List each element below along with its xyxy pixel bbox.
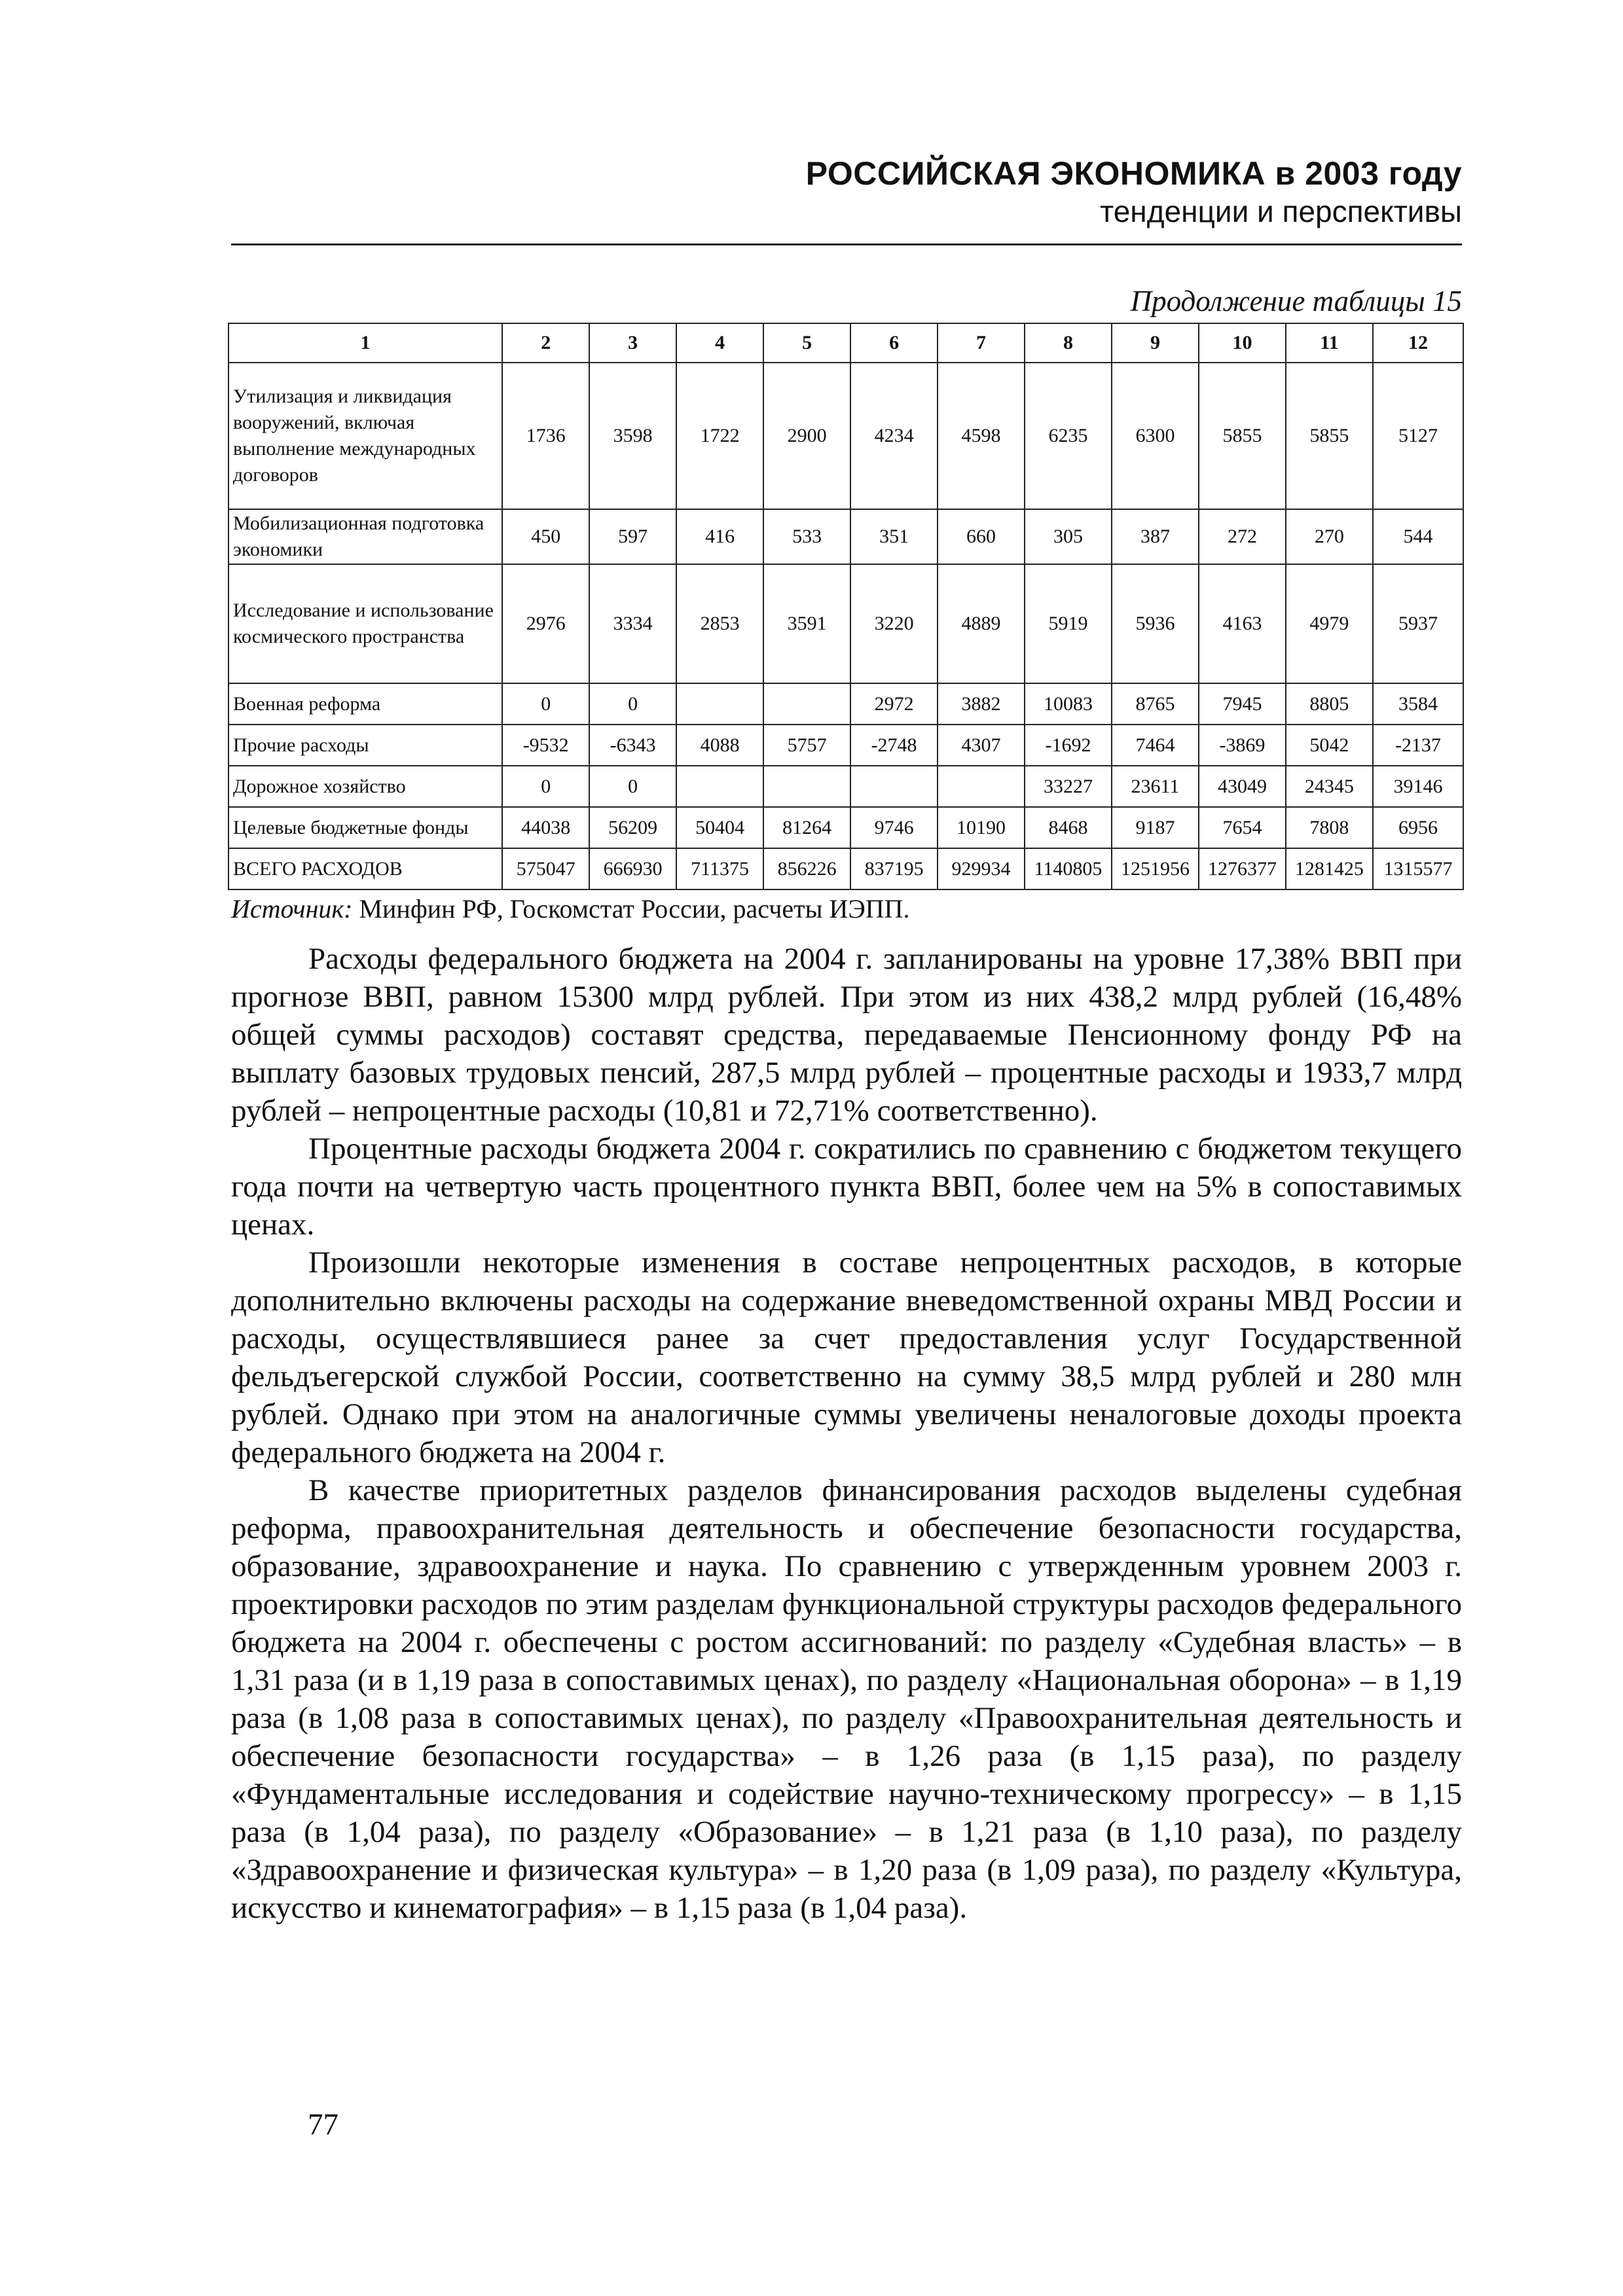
table-cell: 305 — [1025, 509, 1112, 564]
table-cell: 387 — [1112, 509, 1199, 564]
table-cell: 23611 — [1112, 766, 1199, 807]
row-label: Военная реформа — [228, 683, 502, 725]
table-cell: 5757 — [763, 725, 850, 766]
table-cell: 4234 — [850, 363, 938, 509]
row-label: Целевые бюджетные фонды — [228, 807, 502, 848]
table-cell: 270 — [1286, 509, 1373, 564]
table-cell: 1281425 — [1286, 848, 1373, 889]
table-row-total — [228, 848, 1463, 889]
table-cell: 5855 — [1286, 363, 1373, 509]
table-cell: 3334 — [589, 564, 676, 683]
table-cell: 711375 — [676, 848, 763, 889]
table-cell: 4163 — [1199, 564, 1286, 683]
row-label: Дорожное хозяйство — [228, 766, 502, 807]
column-header: 5 — [763, 323, 850, 363]
table-cell: 2976 — [502, 564, 589, 683]
header-subtitle: тенденции и перспективы — [1100, 194, 1462, 228]
table-cell: 3882 — [938, 683, 1025, 725]
row-label: Прочие расходы — [228, 725, 502, 766]
table-cell: 7464 — [1112, 725, 1199, 766]
table-cell: 1276377 — [1199, 848, 1286, 889]
table-cell: 5937 — [1373, 564, 1463, 683]
paragraph: Произошли некоторые изменения в составе непроцентных расходов, в которые дополнительно включены расходы на содержание вневедомственной охраны МВД России и расходы, осуществлявшиеся ранее за счет предоставления услуг Государственной фельдъегерской службой России, соответственно на сумму 38,5 млрд рублей и 280 млн рублей. Однако при этом на аналогичные суммы увеличены неналоговые доходы проекта федерального бюджета на 2004 г. — [231, 1246, 1462, 1469]
table-cell: 1251956 — [1112, 848, 1199, 889]
table-cell — [850, 766, 938, 807]
table-cell: -2137 — [1373, 725, 1463, 766]
table-cell: 351 — [850, 509, 938, 564]
table-cell: 8765 — [1112, 683, 1199, 725]
table-cell: 0 — [502, 766, 589, 807]
table-cell: -6343 — [589, 725, 676, 766]
header-rule — [231, 243, 1462, 245]
table-row — [228, 509, 1463, 564]
expenditure-table — [228, 323, 1464, 890]
column-header: 12 — [1373, 323, 1463, 363]
table-cell: -1692 — [1025, 725, 1112, 766]
column-header: 8 — [1025, 323, 1112, 363]
body-text — [231, 940, 1462, 1927]
table-row — [228, 766, 1463, 807]
table-cell: 8805 — [1286, 683, 1373, 725]
table-cell: 3220 — [850, 564, 938, 683]
table-cell: 3584 — [1373, 683, 1463, 725]
source-label: Источник: — [231, 894, 353, 924]
table-cell: 1736 — [502, 363, 589, 509]
table-cell: 5855 — [1199, 363, 1286, 509]
table-caption: Продолжение таблицы 15 — [1130, 285, 1462, 317]
column-header: 10 — [1199, 323, 1286, 363]
table-cell: 5127 — [1373, 363, 1463, 509]
table-cell: 1722 — [676, 363, 763, 509]
paragraph: Процентные расходы бюджета 2004 г. сократились по сравнению с бюджетом текущего года почти на четвертую часть процентного пункта ВВП, более чем на 5% в сопоставимых ценах. — [231, 1132, 1462, 1242]
table-cell — [676, 683, 763, 725]
table-cell: 2853 — [676, 564, 763, 683]
table-cell: 4889 — [938, 564, 1025, 683]
table-cell — [938, 766, 1025, 807]
table-cell: 7654 — [1199, 807, 1286, 848]
table-cell: 544 — [1373, 509, 1463, 564]
table-cell: 1140805 — [1025, 848, 1112, 889]
table-cell: -9532 — [502, 725, 589, 766]
table-cell: 8468 — [1025, 807, 1112, 848]
table-cell: 1315577 — [1373, 848, 1463, 889]
table-cell: 0 — [589, 766, 676, 807]
table-source — [231, 892, 1462, 926]
table-cell: 10190 — [938, 807, 1025, 848]
table-cell: 4598 — [938, 363, 1025, 509]
table-cell: 3591 — [763, 564, 850, 683]
column-header: 1 — [228, 323, 502, 363]
table-cell — [763, 683, 850, 725]
table-cell: 533 — [763, 509, 850, 564]
table-row — [228, 683, 1463, 725]
table-cell: 272 — [1199, 509, 1286, 564]
table-cell: 0 — [502, 683, 589, 725]
column-header: 7 — [938, 323, 1025, 363]
column-header: 2 — [502, 323, 589, 363]
column-header: 4 — [676, 323, 763, 363]
table-cell: 5919 — [1025, 564, 1112, 683]
source-text: Минфин РФ, Госкомстат России, расчеты ИЭПП. — [352, 894, 910, 924]
table-cell: 666930 — [589, 848, 676, 889]
table-cell — [763, 766, 850, 807]
table-cell: -2748 — [850, 725, 938, 766]
table-cell: 6300 — [1112, 363, 1199, 509]
table-row — [228, 363, 1463, 509]
table-cell: 39146 — [1373, 766, 1463, 807]
paragraph: В качестве приоритетных разделов финансирования расходов выделены судебная реформа, правоохранительная деятельность и обеспечение безопасности государства, образование, здравоохранение и наука. По сравнению с утвержденным уровнем 2003 г. проектировки расходов по этим разделам функциональной структуры расходов федерального бюджета на 2004 г. обеспечены с ростом ассигнований: по разделу «Судебная власть» – в 1,31 раза (и в 1,19 раза в сопоставимых ценах), по разделу «Национальная оборона» – в 1,19 раза (в 1,08 раза в сопоставимых ценах), по разделу «Правоохранительная деятельность и обеспечение безопасности государства» – в 1,26 раза (в 1,15 раза), по разделу «Фундаментальные исследования и содействие научно-техническому прогрессу» – в 1,15 раза (в 1,04 раза), по разделу «Образование» – в 1,21 раза (в 1,10 раза), по разделу «Здравоохранение и физическая культура» – в 1,20 раза (в 1,09 раза), по разделу «Культура, искусство и кинематография» – в 1,15 раза (в 1,04 раза). — [231, 1473, 1462, 1925]
table-cell: 50404 — [676, 807, 763, 848]
table-cell: 575047 — [502, 848, 589, 889]
table-cell: 416 — [676, 509, 763, 564]
table-cell: 837195 — [850, 848, 938, 889]
table-cell: 33227 — [1025, 766, 1112, 807]
table-row — [228, 807, 1463, 848]
row-label: ВСЕГО РАСХОДОВ — [228, 848, 502, 889]
row-label: Утилизация и ликвидация вооружений, включая выполнение международных договоров — [228, 363, 502, 509]
table-cell: 4307 — [938, 725, 1025, 766]
table-cell: 9187 — [1112, 807, 1199, 848]
table-cell: 4979 — [1286, 564, 1373, 683]
table-cell: 6956 — [1373, 807, 1463, 848]
page-number: 77 — [308, 2108, 338, 2142]
header-title: РОССИЙСКАЯ ЭКОНОМИКА в 2003 году — [805, 155, 1462, 192]
table-cell: 44038 — [502, 807, 589, 848]
table-cell: 5936 — [1112, 564, 1199, 683]
table-cell: 10083 — [1025, 683, 1112, 725]
table-header-row — [228, 323, 1463, 363]
running-header — [231, 154, 1462, 230]
table-cell: 7945 — [1199, 683, 1286, 725]
table-cell — [676, 766, 763, 807]
table-cell: 9746 — [850, 807, 938, 848]
table-cell: 3598 — [589, 363, 676, 509]
table-cell: 929934 — [938, 848, 1025, 889]
table-cell: 450 — [502, 509, 589, 564]
table-row — [228, 564, 1463, 683]
table-cell: 0 — [589, 683, 676, 725]
table-cell: 597 — [589, 509, 676, 564]
table-cell: 856226 — [763, 848, 850, 889]
table-cell: 4088 — [676, 725, 763, 766]
table-cell: 660 — [938, 509, 1025, 564]
table-cell: -3869 — [1199, 725, 1286, 766]
paragraph: Расходы федерального бюджета на 2004 г. запланированы на уровне 17,38% ВВП при прогнозе ВВП, равном 15300 млрд рублей. При этом из них 438,2 млрд рублей (16,48% общей суммы расходов) составят средства, передаваемые Пенсионному фонду РФ на выплату базовых трудовых пенсий, 287,5 млрд рублей – процентные расходы и 1933,7 млрд рублей – непроцентные расходы (10,81 и 72,71% соответственно). — [231, 942, 1462, 1128]
column-header: 3 — [589, 323, 676, 363]
table-cell: 7808 — [1286, 807, 1373, 848]
table-row — [228, 725, 1463, 766]
column-header: 6 — [850, 323, 938, 363]
table-cell: 2972 — [850, 683, 938, 725]
column-header: 11 — [1286, 323, 1373, 363]
column-header: 9 — [1112, 323, 1199, 363]
row-label: Исследование и использование космического пространства — [228, 564, 502, 683]
table-cell: 43049 — [1199, 766, 1286, 807]
table-cell: 5042 — [1286, 725, 1373, 766]
table-cell: 6235 — [1025, 363, 1112, 509]
table-cell: 81264 — [763, 807, 850, 848]
table-cell: 24345 — [1286, 766, 1373, 807]
table-cell: 2900 — [763, 363, 850, 509]
table-cell: 56209 — [589, 807, 676, 848]
row-label: Мобилизационная подготовка экономики — [228, 509, 502, 564]
